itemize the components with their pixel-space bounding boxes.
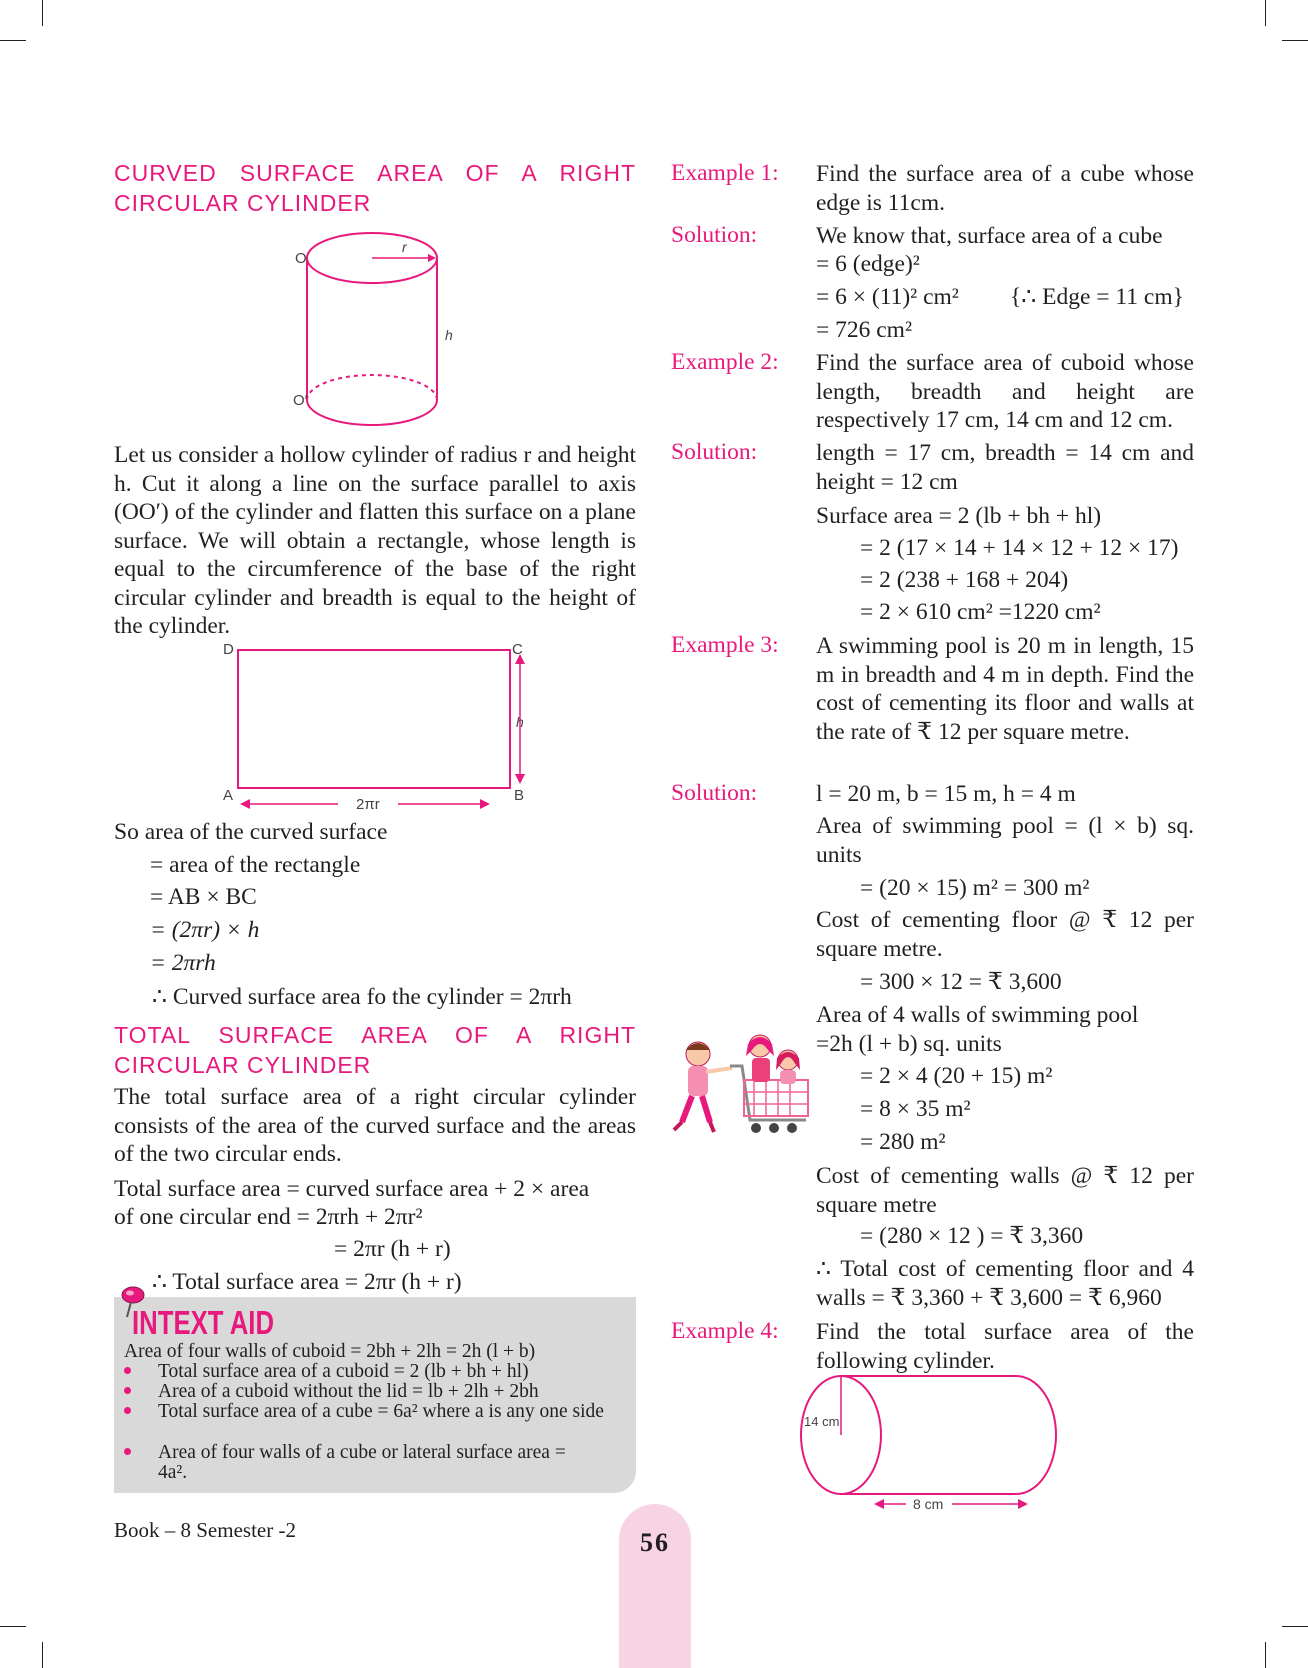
solution-line: = 726 cm² xyxy=(816,317,913,343)
example-4-question: Find the total surface area of the following cylinder. xyxy=(816,1319,1194,1374)
area-step: = (2πr) × h xyxy=(150,917,260,943)
label-o-prime: O′ xyxy=(293,392,308,409)
solution-line: l = 20 m, b = 15 m, h = 4 m xyxy=(816,781,1076,807)
crop-mark xyxy=(1282,1626,1308,1627)
cylinder-bottom-back xyxy=(307,375,437,400)
label-a: A xyxy=(223,787,234,804)
solution-line: Cost of cementing floor @ ₹ 12 per square metre. xyxy=(816,907,1194,962)
area-step: = AB × BC xyxy=(150,884,257,910)
height-arrow-head xyxy=(515,774,525,784)
length-arrow-head xyxy=(480,799,490,809)
tsa-line: = 2πr (h + r) xyxy=(334,1236,451,1262)
label-2pir: 2πr xyxy=(356,796,380,813)
solution-line: = 2 (238 + 168 + 204) xyxy=(860,567,1069,593)
solution-line: = 2 (17 × 14 + 14 × 12 + 12 × 17) xyxy=(860,535,1179,561)
area-intro: So area of the curved surface xyxy=(114,819,388,845)
children-cart-illustration xyxy=(670,1030,816,1160)
bullet-icon xyxy=(124,1407,131,1414)
cylinder-figure xyxy=(280,230,460,440)
tsa-conclusion: ∴ Total surface area = 2πr (h + r) xyxy=(152,1269,462,1295)
label-r: r xyxy=(402,239,407,255)
solution-line: = 280 m² xyxy=(860,1129,946,1155)
solution-line: =2h (l + b) sq. units xyxy=(816,1031,1002,1057)
intext-aid-title: INTEXT AID xyxy=(132,1304,275,1341)
solution-1-label: Solution: xyxy=(671,222,758,248)
crop-mark xyxy=(42,0,43,26)
radius-arrow xyxy=(428,254,436,262)
label-o: O xyxy=(295,250,307,267)
area-step: = 2πrh xyxy=(150,950,216,976)
section-heading-total-surface xyxy=(114,1020,636,1080)
solution-line: = 300 × 12 = ₹ 3,600 xyxy=(860,969,1062,995)
aid-bullet: Total surface area of a cuboid = 2 (lb + bh + hl) xyxy=(158,1361,529,1382)
solution-line: = 6 × (11)² cm² xyxy=(816,284,959,310)
solution-2-text: length = 17 cm, breadth = 14 cm and height = 12 cm xyxy=(816,440,1194,495)
example-2-label: Example 2: xyxy=(671,349,779,375)
example-1-label: Example 1: xyxy=(671,160,779,186)
area-step: = area of the rectangle xyxy=(150,852,361,878)
crop-mark xyxy=(42,1642,43,1668)
crop-mark xyxy=(0,40,26,41)
solution-line: Surface area = 2 (lb + bh + hl) xyxy=(816,503,1102,529)
area-conclusion: ∴ Curved surface area fo the cylinder = 2πrh xyxy=(152,984,572,1010)
example-4-label: Example 4: xyxy=(671,1318,779,1344)
page-number: 56 xyxy=(640,1528,670,1557)
heading-line: CIRCULAR CYLINDER xyxy=(114,190,372,216)
section-heading-curved-surface xyxy=(114,158,636,218)
crop-mark xyxy=(1265,0,1266,26)
bullet-icon xyxy=(124,1387,131,1394)
aid-intro: Area of four walls of cuboid = 2bh + 2lh = 2h (l + b) xyxy=(124,1341,536,1362)
footer-book-info: Book – 8 Semester -2 xyxy=(114,1518,296,1542)
length-arrow-head xyxy=(874,1499,884,1509)
crop-mark xyxy=(1282,40,1308,41)
crop-mark xyxy=(1265,1642,1266,1668)
rectangle-figure xyxy=(218,638,528,820)
example-3-label: Example 3: xyxy=(671,632,779,658)
tsa-line: of one circular end = 2πrh + 2πr² xyxy=(114,1204,423,1230)
solution-line: = (280 × 12 ) = ₹ 3,360 xyxy=(860,1223,1084,1249)
aid-bullet: Area of a cuboid without the lid = lb + 2lh + 2bh xyxy=(158,1381,539,1402)
solution-note: {∴ Edge = 11 cm} xyxy=(1010,284,1184,310)
label-h: h xyxy=(516,714,524,730)
bullet-icon xyxy=(124,1367,131,1374)
cylinder-side-figure xyxy=(796,1372,1072,1520)
solution-line: = (20 × 15) m² = 300 m² xyxy=(860,875,1090,901)
paragraph-hollow-cylinder: Let us consider a hollow cylinder of radius r and height h. Cut it along a line on the surface parallel to axis (OO′) of the cylinder and flatten this surface on a plane surface. We will obtain a rectangle, whose length is equal to the circumference of the base of the right circular cylinder and breadth is equal to the height of the cylinder. xyxy=(114,442,636,639)
example-1-question: Find the surface area of a cube whose edge is 11cm. xyxy=(816,161,1194,216)
label-b: B xyxy=(514,787,525,804)
example-2-question: Find the surface area of cuboid whose length, breadth and height are respectively 17 cm, 14 cm and 12 cm. xyxy=(816,350,1194,433)
solution-line: Area of 4 walls of swimming pool xyxy=(816,1002,1139,1028)
solution-line: = 8 × 35 m² xyxy=(860,1096,971,1122)
aid-bullet: Area of four walls of a cube or lateral surface area = 4a². xyxy=(158,1442,566,1483)
solution-2-label: Solution: xyxy=(671,439,758,465)
paragraph-total-surface: The total surface area of a right circular cylinder consists of the area of the curved surface and the areas of the two circular ends. xyxy=(114,1084,636,1167)
label-radius: 14 cm xyxy=(804,1414,840,1429)
example-3-question: A swimming pool is 20 m in length, 15 m in breadth and 4 m in depth. Find the cost of cementing its floor and walls at the rate of ₹ 12 per square metre. xyxy=(816,633,1194,745)
solution-line: Cost of cementing walls @ ₹ 12 per square metre xyxy=(816,1163,1194,1218)
length-arrow-head xyxy=(1018,1499,1028,1509)
solution-line: = 6 (edge)² xyxy=(816,251,920,277)
cylinder-bottom-front xyxy=(307,400,437,425)
bullet-icon xyxy=(124,1448,131,1455)
flattened-rectangle xyxy=(238,650,510,788)
heading-line: TOTAL SURFACE AREA OF A RIGHT xyxy=(114,1022,636,1048)
length-arrow-head xyxy=(240,799,250,809)
label-length: 8 cm xyxy=(913,1496,944,1512)
cylinder-far-end xyxy=(1016,1376,1056,1494)
label-c: C xyxy=(512,641,523,658)
heading-line: CURVED SURFACE AREA OF A RIGHT xyxy=(114,160,636,186)
label-h: h xyxy=(445,327,453,343)
solution-line: = 2 × 610 cm² =1220 cm² xyxy=(860,599,1101,625)
solution-line: = 2 × 4 (20 + 15) m² xyxy=(860,1063,1053,1089)
tsa-line: Total surface area = curved surface area + 2 × area xyxy=(114,1176,590,1202)
heading-line: CIRCULAR CYLINDER xyxy=(114,1052,372,1078)
label-d: D xyxy=(223,641,234,658)
solution-line: Area of swimming pool = (l × b) sq. units xyxy=(816,813,1194,868)
solution-3-label: Solution: xyxy=(671,780,758,806)
aid-bullet: Total surface area of a cube = 6a² where a is any one side xyxy=(158,1401,604,1422)
solution-line: We know that, surface area of a cube xyxy=(816,223,1163,249)
solution-total: ∴ Total cost of cementing floor and 4 walls = ₹ 3,360 + ₹ 3,600 = ₹ 6,960 xyxy=(816,1256,1194,1311)
crop-mark xyxy=(0,1626,26,1627)
